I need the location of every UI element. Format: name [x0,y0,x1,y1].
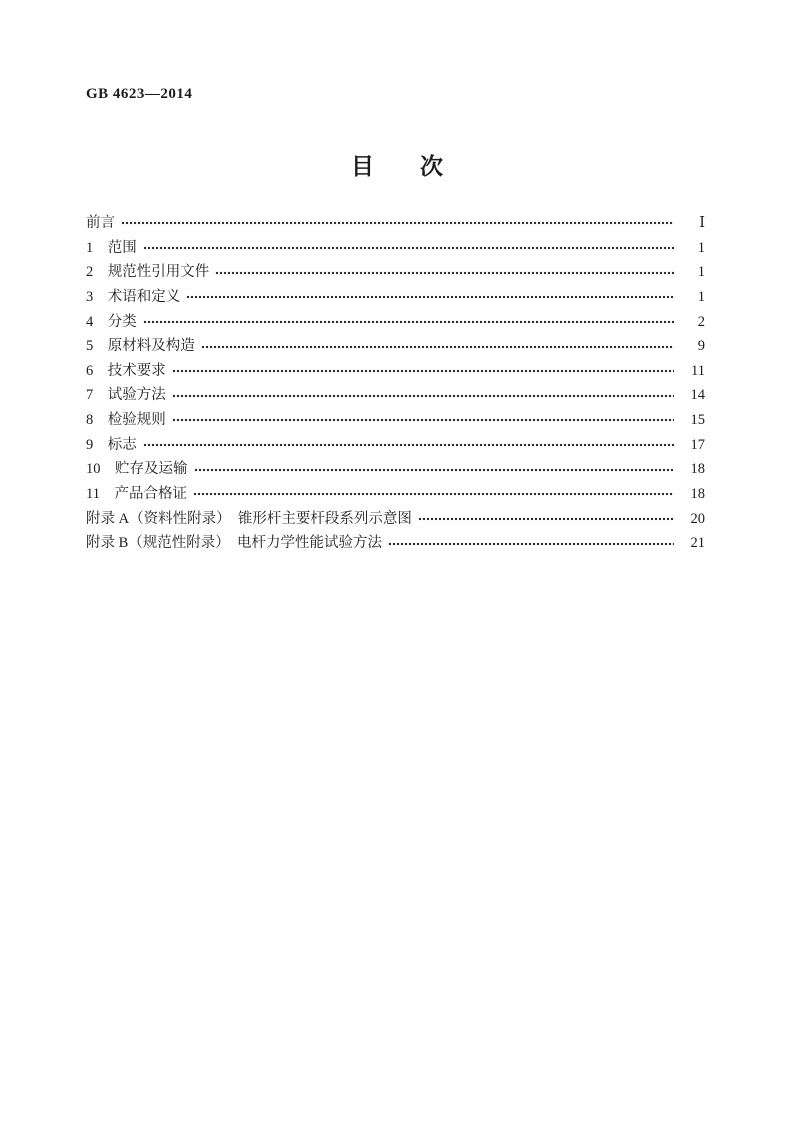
dot-leader [388,531,674,556]
dot-leader [121,211,674,236]
dot-leader [186,285,674,310]
toc-entry [86,334,705,359]
toc-entry-page: 14 [690,387,705,404]
toc-entry [86,408,705,433]
toc-entry-label: 11 产品合格证 [86,486,187,503]
toc-entry-label: 5 原材料及构造 [86,338,195,355]
toc-entry-label: 10 贮存及运输 [86,461,188,478]
toc-entry [86,482,705,507]
toc-entry [86,531,705,556]
toc-entry-page: 15 [690,412,705,429]
toc-entry-page: 1 [697,264,705,281]
toc-entry-page: 18 [690,461,705,478]
dot-leader [143,310,674,335]
toc-entry-label: 9 标志 [86,436,137,453]
standard-code: GB 4623—2014 [86,86,193,102]
toc-entry [86,383,705,408]
toc-entry-page: 1 [697,288,705,305]
toc-entry-label: 附录 B（规范性附录） 电杆力学性能试验方法 [86,535,383,552]
dot-leader [172,383,674,408]
toc-entry-page: 18 [690,486,705,503]
toc-entry-label: 6 技术要求 [86,362,166,379]
dot-leader [193,482,674,507]
dot-leader [418,507,674,532]
toc-entry [86,260,705,285]
toc-entry [86,507,705,532]
dot-leader [201,334,674,359]
toc-entry-page: 11 [691,362,705,379]
dot-leader [172,359,674,384]
toc-entry-page: 9 [697,338,705,355]
toc-entry-label: 3 术语和定义 [86,288,181,305]
dot-leader [143,236,674,261]
toc-entry-label: 7 试验方法 [86,387,166,404]
dot-leader [215,260,674,285]
toc-entry [86,236,705,261]
page-title: 目 次 [351,153,443,179]
dot-leader [143,433,674,458]
toc-entry-label: 1 范围 [86,239,137,256]
toc-entry [86,457,705,482]
toc-entry-label: 附录 A（资料性附录） 锥形杆主要杆段系列示意图 [86,510,412,527]
toc-entry-page: 20 [690,510,705,527]
toc-entry-label: 前言 [86,215,115,231]
toc-entry-page: Ⅰ [699,215,705,231]
dot-leader [194,457,675,482]
toc-entry-page: 17 [690,436,705,453]
toc-entry-label: 8 检验规则 [86,412,166,429]
toc-entry [86,359,705,384]
toc-entry [86,310,705,335]
toc-entry-page: 1 [697,239,705,256]
toc-entry [86,433,705,458]
toc-entry [86,211,705,236]
toc-entry-label: 4 分类 [86,313,137,330]
toc-list [86,211,705,556]
toc-entry-label: 2 规范性引用文件 [86,264,210,281]
toc-entry-page: 21 [690,535,705,552]
toc-entry [86,285,705,310]
toc-entry-page: 2 [697,313,705,330]
dot-leader [172,408,674,433]
